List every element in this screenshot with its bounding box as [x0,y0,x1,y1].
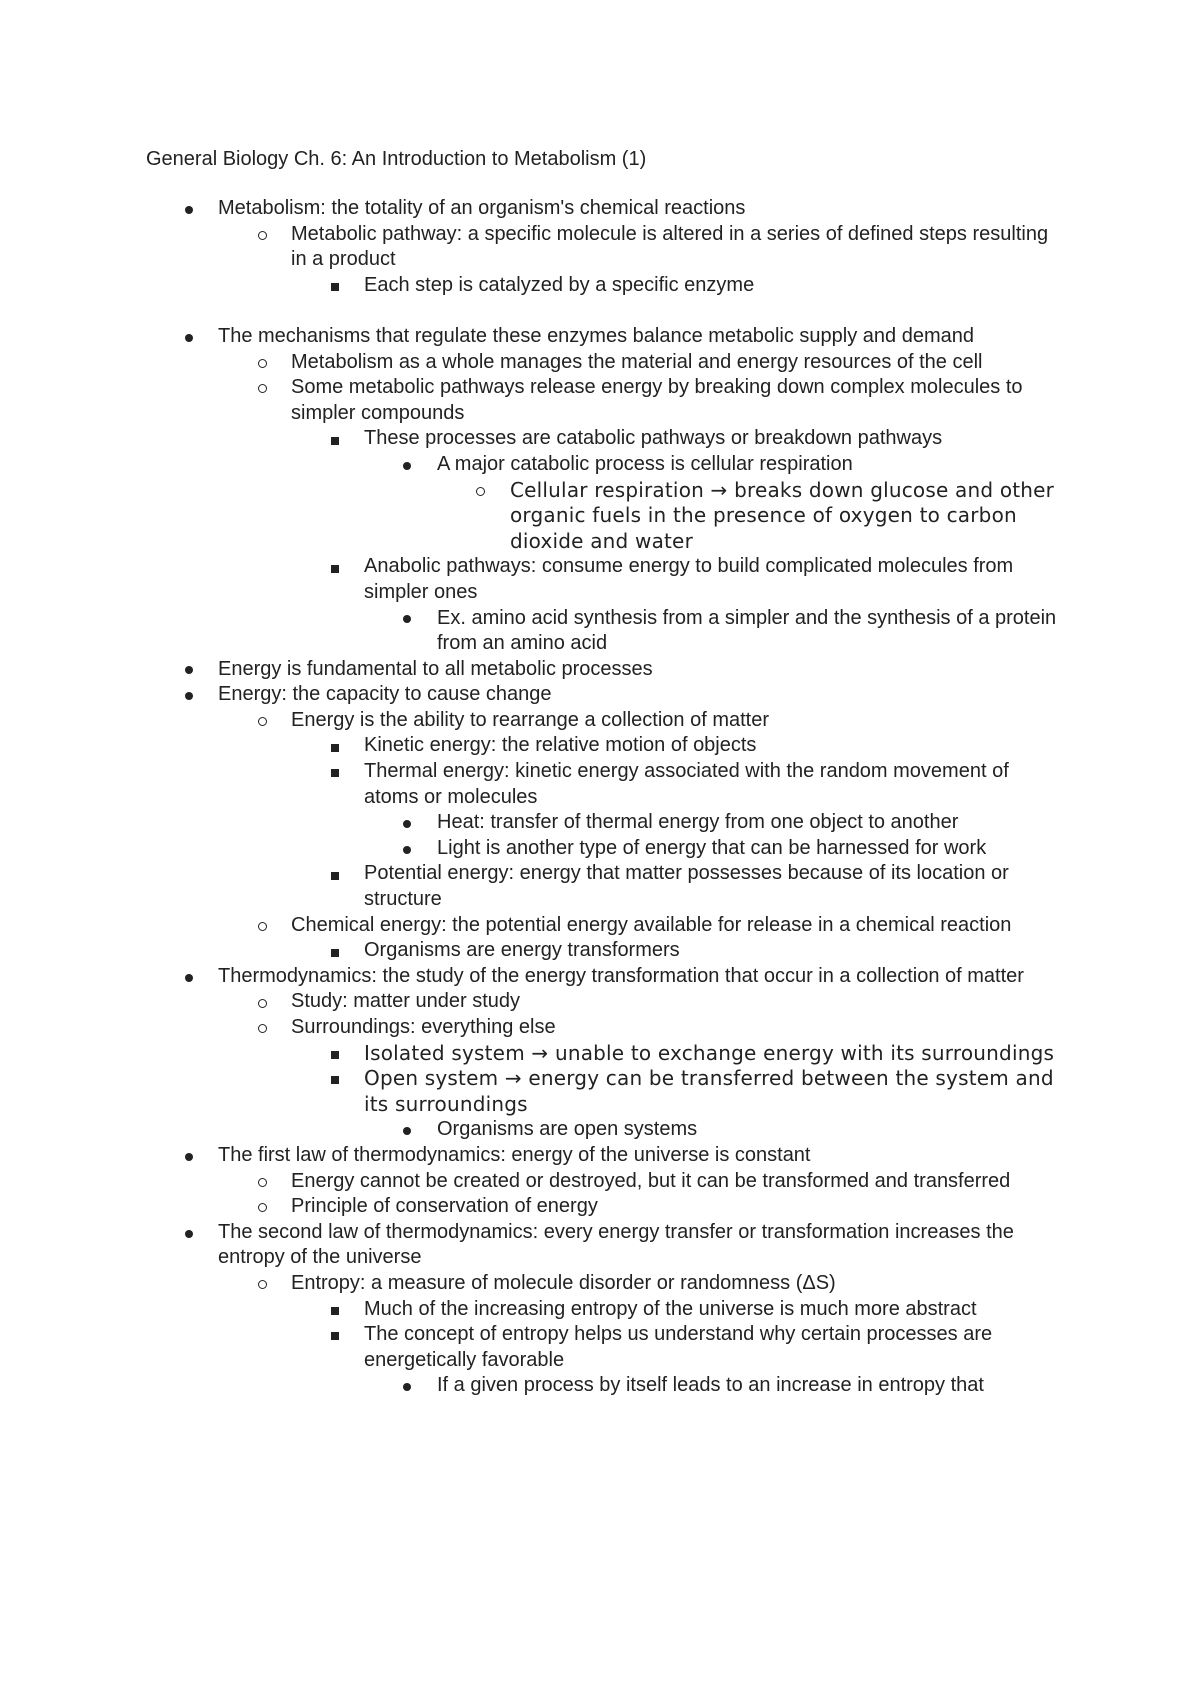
bullet-marker [179,682,199,708]
list-item [0,989,1060,1015]
bullet-marker [252,913,272,939]
bullet-marker [252,1169,272,1195]
disc-bullet-icon [185,206,193,214]
circle-bullet-icon [258,1203,267,1212]
square-bullet-icon [331,283,339,291]
list-item-text: The concept of entropy helps us understand why certain processes are energetically favorable [364,1323,993,1371]
bullet-marker [470,478,490,504]
list-item [0,836,1060,862]
disc-bullet-icon [185,692,193,700]
list-item-text: Anabolic pathways: consume energy to build complicated molecules from simpler ones [364,555,1014,603]
circle-bullet-icon [476,487,485,496]
list-item [0,810,1060,836]
bullet-marker [179,1220,199,1246]
list-item-text: Metabolism: the totality of an organism's chemical reactions [218,197,746,219]
disc-bullet-icon [185,334,193,342]
list-item-text: The first law of thermodynamics: energy of the universe is constant [218,1143,811,1166]
document-title: General Biology Ch. 6: An Introduction to Metabolism (1) [146,148,647,170]
list-item-text: These processes are catabolic pathways or breakdown pathways [364,427,943,450]
list-item [0,938,1060,964]
bullet-marker [325,759,345,785]
list-item [0,350,1060,376]
list-item [0,1169,1060,1195]
disc-bullet-icon [403,846,411,854]
bullet-marker [325,1066,345,1092]
circle-bullet-icon [258,231,267,240]
list-item-text: Light is another type of energy that can be harnessed for work [437,836,987,859]
bullet-marker [325,861,345,887]
list-item [0,222,1060,273]
bullet-marker [179,657,199,683]
list-item [0,452,1060,478]
circle-bullet-icon [258,1024,267,1033]
list-item [0,1220,1060,1271]
disc-bullet-icon [403,615,411,623]
list-item-text: Heat: transfer of thermal energy from one object to another [437,811,959,834]
bullet-marker [179,196,199,222]
circle-bullet-icon [258,359,267,368]
list-item-text: Entropy: a measure of molecule disorder or randomness (ΔS) [291,1271,836,1294]
square-bullet-icon [331,1076,339,1084]
list-item-text: Each step is catalyzed by a specific enzyme [364,273,755,296]
bullet-marker [325,426,345,452]
list-item-text: If a given process by itself leads to an increase in entropy that [437,1374,984,1397]
list-item-text: Thermal energy: kinetic energy associated with the random movement of atoms or molecules [364,760,1009,808]
disc-bullet-icon [185,974,193,982]
bullet-marker [397,1117,417,1143]
bullet-marker [325,273,345,299]
square-bullet-icon [331,1307,339,1315]
circle-bullet-icon [258,999,267,1008]
bullet-marker [397,836,417,862]
bullet-marker [325,1041,345,1067]
square-bullet-icon [331,769,339,777]
disc-bullet-icon [403,820,411,828]
list-item-text: A major catabolic process is cellular respiration [437,452,853,475]
list-item-text: Thermodynamics: the study of the energy transformation that occur in a collection of matter [218,964,1024,987]
bullet-marker [252,350,272,376]
bullet-marker [252,708,272,734]
list-item [0,759,1060,810]
list-item-text: Isolated system → unable to exchange energy with its surroundings [364,1040,1055,1065]
list-item [0,1041,1060,1067]
circle-bullet-icon [258,717,267,726]
square-bullet-icon [331,872,339,880]
bullet-marker [252,1015,272,1041]
list-item-text: Potential energy: energy that matter possesses because of its location or structure [364,862,1009,911]
disc-bullet-icon [185,666,193,674]
square-bullet-icon [331,437,339,445]
list-item [0,273,1060,299]
list-item-text: Energy cannot be created or destroyed, but it can be transformed and transferred [291,1169,1011,1192]
list-item [0,196,1060,222]
list-item [0,1117,1060,1143]
list-item [0,1143,1060,1169]
square-bullet-icon [331,949,339,957]
list-item [0,324,1060,350]
list-item-text: Chemical energy: the potential energy available for release in a chemical reaction [291,913,1012,936]
bullet-marker [252,375,272,401]
bullet-marker [397,810,417,836]
list-item [0,861,1060,912]
bullet-marker [325,1322,345,1348]
list-item-text: Organisms are energy transformers [364,939,680,962]
square-bullet-icon [331,565,339,573]
list-item-text: Metabolism as a whole manages the material and energy resources of the cell [291,350,983,373]
bullet-marker [397,452,417,478]
list-item-text: Metabolic pathway: a specific molecule is altered in a series of defined steps resulting in a product [291,222,1049,271]
list-item [0,606,1060,657]
list-item [0,1322,1060,1373]
list-item [0,554,1060,605]
list-item [0,1373,1060,1399]
bullet-marker [252,222,272,248]
list-item-text: Open system → energy can be transferred between the system and its surroundings [364,1066,1054,1116]
list-item-text: Study: matter under study [291,990,521,1013]
bullet-marker [325,733,345,759]
circle-bullet-icon [258,1178,267,1187]
circle-bullet-icon [258,384,267,393]
blank-line [0,298,1200,324]
disc-bullet-icon [403,1127,411,1135]
list-item-text: Some metabolic pathways release energy by breaking down complex molecules to simpler compounds [291,376,1023,424]
disc-bullet-icon [185,1230,193,1238]
list-item [0,682,1060,708]
square-bullet-icon [331,744,339,752]
bullet-marker [325,938,345,964]
list-item-text: Kinetic energy: the relative motion of objects [364,734,757,757]
square-bullet-icon [331,1051,339,1059]
list-item [0,1297,1060,1323]
bullet-marker [252,1194,272,1220]
list-item-text: Principle of conservation of energy [291,1195,598,1218]
list-item-text: Energy is the ability to rearrange a collection of matter [291,708,770,731]
list-item-text: Cellular respiration → breaks down glucose and other organic fuels in the presence of oxygen to carbon dioxide and water [510,477,1055,553]
list-item [0,375,1060,426]
list-item [0,913,1060,939]
list-item [0,708,1060,734]
list-item [0,1015,1060,1041]
bullet-marker [179,964,199,990]
list-item [0,478,1070,555]
list-item-text: Much of the increasing entropy of the universe is much more abstract [364,1297,977,1320]
disc-bullet-icon [185,1153,193,1161]
list-item [0,733,1060,759]
list-item-text: The mechanisms that regulate these enzymes balance metabolic supply and demand [218,324,974,347]
circle-bullet-icon [258,1280,267,1289]
list-item-text: Energy: the capacity to cause change [218,683,552,706]
list-item [0,1271,1060,1297]
bullet-marker [179,324,199,350]
bullet-marker [252,1271,272,1297]
disc-bullet-icon [403,1383,411,1391]
list-item [0,1194,1060,1220]
list-item-text: Organisms are open systems [437,1118,698,1141]
list-item-text: Surroundings: everything else [291,1016,556,1038]
bullet-marker [325,1297,345,1323]
list-item [0,426,1060,452]
bullet-marker [397,606,417,632]
bullet-marker [397,1373,417,1399]
bullet-marker [252,989,272,1015]
list-item-text: Ex. amino acid synthesis from a simpler and the synthesis of a protein from an amino acid [437,606,1057,655]
list-item-text: Energy is fundamental to all metabolic processes [218,657,653,680]
outline-list [0,196,1200,1399]
bullet-marker [325,554,345,580]
bullet-marker [179,1143,199,1169]
list-item-text: The second law of thermodynamics: every energy transfer or transformation increases the entropy of the universe [218,1220,1014,1269]
list-item [0,964,1060,990]
list-item [0,1066,1060,1117]
square-bullet-icon [331,1332,339,1340]
disc-bullet-icon [403,462,411,470]
list-item [0,657,1060,683]
circle-bullet-icon [258,922,267,931]
